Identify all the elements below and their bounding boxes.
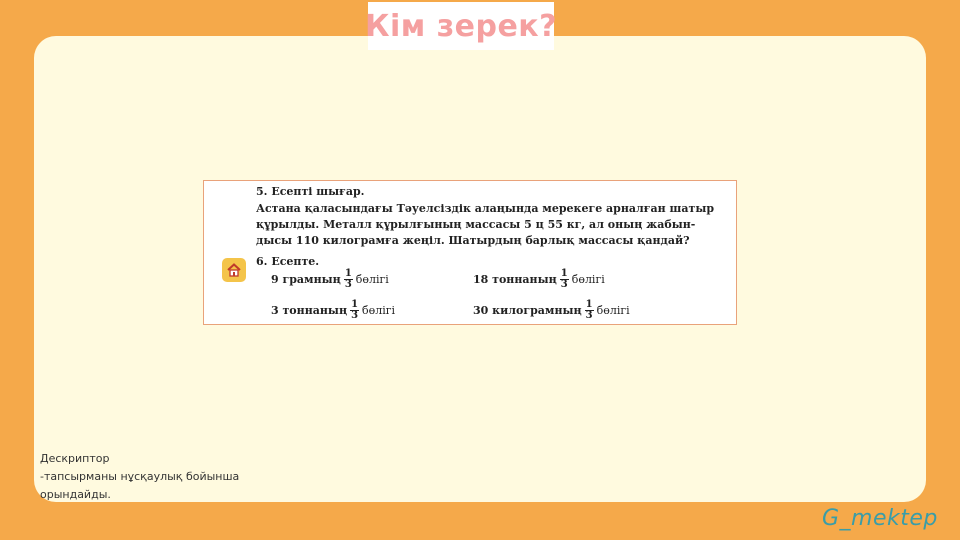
item-after: бөлігі: [571, 273, 605, 286]
item-before: 30 килограмның: [473, 304, 582, 317]
task5-text-line: дысы 110 килограмға жеңіл. Шатырдың барлық массасы қандай?: [256, 234, 690, 247]
title-box: [364, 2, 558, 50]
item-after: бөлігі: [362, 304, 396, 317]
item-before: 9 грамның: [271, 273, 341, 286]
task5-text-line: құрылды. Металл құрылғының массасы 5 ц 55 кг, ал оның жабын-: [256, 218, 696, 231]
fraction: $\frac{1}{3}$: [351, 299, 359, 321]
item-before: 3 тоннаның: [271, 304, 348, 317]
textbook-excerpt: [203, 180, 737, 325]
task6-item: [271, 269, 389, 290]
home-icon: [222, 258, 246, 282]
task5-title: 5. Есепті шығар.: [256, 185, 365, 198]
gmektep-logo: G_mektep: [822, 506, 938, 531]
task6-item: [473, 269, 605, 290]
fraction: $\frac{1}{3}$: [560, 268, 568, 290]
descriptor-line: -тапсырманы нұсқаулық бойынша: [40, 470, 240, 483]
descriptor-line: Дескриптор: [40, 452, 110, 465]
fraction: $\frac{1}{3}$: [585, 299, 593, 321]
descriptor-line: орындайды.: [40, 488, 111, 501]
descriptor: [40, 450, 239, 504]
item-after: бөлігі: [355, 273, 389, 286]
slide-title: Кім зерек?: [364, 8, 558, 44]
task6-item: [271, 300, 395, 321]
task6-title: 6. Есепте.: [256, 255, 320, 268]
fraction: $\frac{1}{3}$: [344, 268, 352, 290]
item-after: бөлігі: [596, 304, 630, 317]
task5-text-line: Астана қаласындағы Тәуелсіздік алаңында мерекеге арналған шатыр: [256, 202, 715, 215]
task6-item: [473, 300, 630, 321]
item-before: 18 тоннаның: [473, 273, 557, 286]
